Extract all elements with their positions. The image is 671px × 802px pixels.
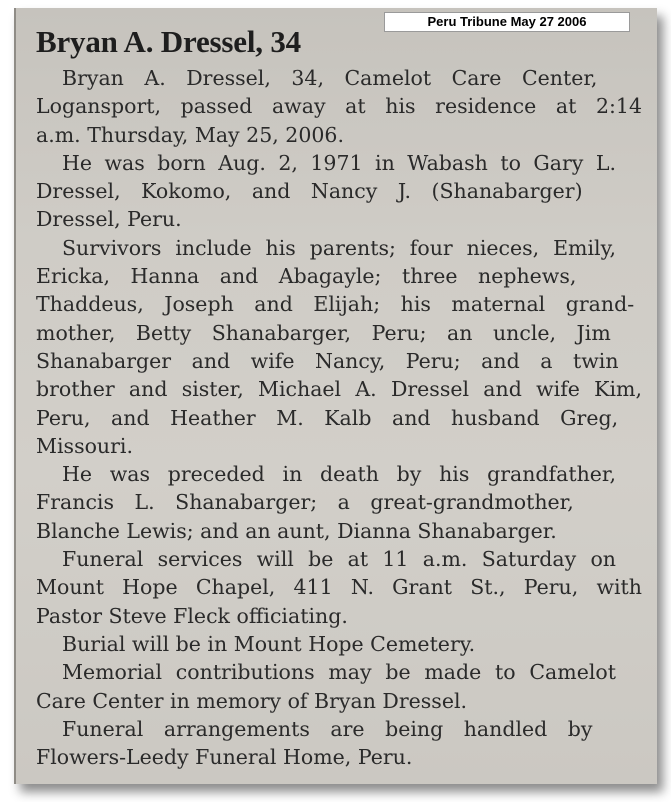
obituary-paragraph (36, 234, 642, 460)
text-line: He was born Aug. 2, 1971 in Wabash to Gary L. (62, 150, 616, 175)
text-line: Ericka, Hanna and Abagayle; three nephews, (36, 264, 577, 289)
text-line: Memorial contributions may be made to Camelot (62, 660, 616, 685)
text-line: Mount Hope Chapel, 411 N. Grant St., Peru, with (36, 575, 642, 600)
text-line: Care Center in memory of Bryan Dressel. (36, 688, 468, 713)
text-line: Funeral services will be at 11 a.m. Saturday on (62, 547, 616, 572)
text-line: Flowers-Leedy Funeral Home, Peru. (36, 745, 413, 770)
obituary-paragraph (36, 460, 642, 545)
text-line: brother and sister, Michael A. Dressel and wife Kim, (36, 377, 642, 402)
text-line: Blanche Lewis; and an aunt, Dianna Shanabarger. (36, 518, 557, 543)
text-line: Shanabarger and wife Nancy, Peru; and a twin (36, 348, 619, 373)
text-line: Logansport, passed away at his residence at 2:14 (36, 94, 642, 119)
text-line: He was preceded in death by his grandfather, (62, 462, 616, 487)
text-line: Peru, and Heather M. Kalb and husband Greg, (36, 405, 619, 430)
obituary-headline: Bryan A. Dressel, 34 (36, 24, 301, 59)
text-line: Survivors include his parents; four nieces, Emily, (62, 235, 616, 260)
obituary-paragraph (36, 545, 642, 630)
obituary-body (36, 64, 642, 771)
text-line: Bryan A. Dressel, 34, Camelot Care Center, (62, 66, 598, 90)
source-label: Peru Tribune May 27 2006 (384, 12, 630, 32)
text-line: Funeral arrangements are being handled by (62, 716, 593, 741)
obituary-paragraph (36, 64, 642, 149)
text-line: a.m. Thursday, May 25, 2006. (36, 122, 344, 147)
obituary-paragraph (36, 715, 642, 772)
text-line: Dressel, Kokomo, and Nancy J. (Shanabarger) (36, 179, 583, 204)
text-line: Francis L. Shanabarger; a great-grandmother, (36, 490, 574, 515)
text-line: mother, Betty Shanabarger, Peru; an uncle, Jim (36, 320, 611, 345)
text-line: Pastor Steve Fleck officiating. (36, 603, 348, 628)
newspaper-clipping (14, 8, 657, 784)
text-line: Burial will be in Mount Hope Cemetery. (62, 631, 476, 656)
obituary-paragraph (36, 149, 642, 234)
text-line: Dressel, Peru. (36, 207, 182, 232)
obituary-paragraph (36, 630, 642, 658)
obituary-paragraph (36, 658, 642, 715)
text-line: Thaddeus, Joseph and Elijah; his maternal grand- (36, 292, 635, 317)
text-line: Missouri. (36, 433, 134, 458)
